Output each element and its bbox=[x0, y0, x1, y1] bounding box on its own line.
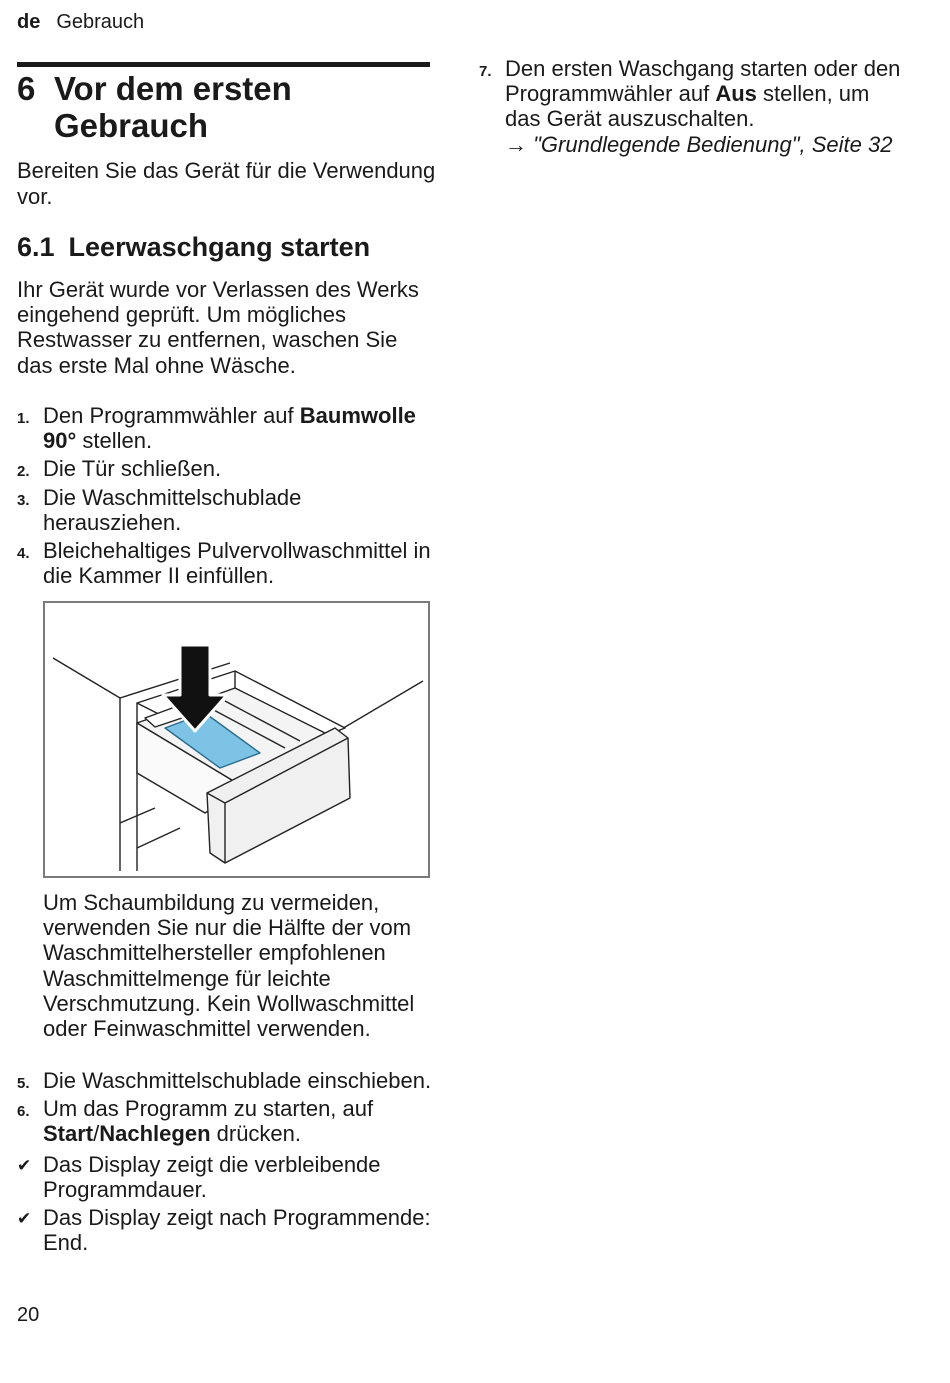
step-number: 4. bbox=[17, 545, 30, 563]
result-text: Das Display zeigt die verbleibende Programmdauer. bbox=[43, 1151, 381, 1202]
check-icon: ✔ bbox=[17, 1155, 32, 1175]
machine-panel-line bbox=[137, 828, 180, 848]
result-text: Das Display zeigt nach Programmende: End. bbox=[43, 1205, 431, 1256]
result-item bbox=[17, 1152, 437, 1202]
step-text: Die Waschmittelschublade einschieben. bbox=[43, 1068, 432, 1093]
step-emphasis: Baumwolle 90° bbox=[43, 403, 416, 454]
step-text: Bleichehaltiges Pulvervollwaschmittel in die Kammer II einfüllen. bbox=[43, 538, 431, 589]
right-column bbox=[479, 56, 909, 160]
step-separator: / bbox=[93, 1121, 100, 1147]
drawer-drawing bbox=[45, 603, 428, 876]
step-text: Den Programmwähler auf bbox=[43, 403, 300, 428]
cross-reference-link[interactable]: "Grundlegende Bedienung", Seite 32 bbox=[533, 131, 893, 157]
subsection-number: 6.1 bbox=[17, 232, 55, 262]
header-section: Gebrauch bbox=[56, 11, 145, 33]
running-header bbox=[17, 9, 144, 35]
list-item bbox=[17, 403, 437, 453]
list-item bbox=[17, 1068, 437, 1093]
foam-note: Um Schaumbildung zu vermeiden, verwenden Sie nur die Hälfte der vom Waschmittelhersteller empfohlenen Waschmittelmenge für leichte Verschmutzung. Kein Wollwaschmittel oder Feinwaschmittel verwenden. bbox=[43, 890, 415, 1042]
page-number: 20 bbox=[17, 1304, 40, 1326]
step-text: Um das Programm zu starten, auf bbox=[43, 1096, 374, 1122]
step-number: 5. bbox=[17, 1075, 30, 1092]
step-number: 2. bbox=[17, 463, 30, 481]
chapter-heading bbox=[17, 70, 437, 144]
list-item bbox=[17, 485, 437, 535]
intro-text: Bereiten Sie das Gerät für die Verwendung vor. bbox=[17, 158, 436, 209]
list-item bbox=[17, 1096, 437, 1146]
chapter-title: Vor dem ersten Gebrauch bbox=[54, 70, 292, 144]
arrow-right-icon: → bbox=[505, 131, 527, 157]
step-emphasis: Nachlegen bbox=[99, 1121, 211, 1147]
step-text: Den ersten Waschgang starten oder den Programmwähler auf bbox=[505, 56, 901, 107]
chapter-rule bbox=[17, 62, 430, 67]
result-item bbox=[17, 1205, 437, 1255]
subsection-heading bbox=[17, 231, 370, 263]
chapter-number: 6 bbox=[17, 70, 36, 107]
step-number: 6. bbox=[17, 1103, 30, 1121]
step-number: 1. bbox=[17, 410, 30, 427]
list-item bbox=[479, 56, 909, 157]
step-number: 7. bbox=[479, 63, 492, 80]
machine-top-edge bbox=[53, 658, 120, 698]
intro-paragraph: Ihr Gerät wurde vor Verlassen des Werks eingehend geprüft. Um mögliches Restwasser zu entfernen, waschen Sie das erste Mal ohne Wäsche. bbox=[17, 277, 419, 378]
check-icon: ✔ bbox=[17, 1209, 32, 1229]
step-emphasis: Aus bbox=[715, 81, 757, 107]
steps-list-a bbox=[17, 403, 437, 591]
list-item bbox=[17, 538, 437, 588]
step-emphasis: Start bbox=[43, 1121, 94, 1147]
step-text-end: drücken. bbox=[210, 1121, 302, 1147]
steps-list-b bbox=[17, 1068, 437, 1258]
language-code: de bbox=[17, 11, 41, 33]
step-number: 3. bbox=[17, 491, 30, 509]
machine-right-edge bbox=[335, 681, 423, 733]
list-item bbox=[17, 456, 437, 481]
step-text-end: stellen, um das Gerät auszuschalten. bbox=[505, 81, 870, 132]
step-text-end: stellen. bbox=[76, 428, 153, 454]
step-text: Die Waschmittelschublade herausziehen. bbox=[43, 484, 302, 535]
detergent-drawer-illustration bbox=[43, 601, 430, 878]
step-text: Die Tür schließen. bbox=[43, 456, 222, 482]
subsection-title: Leerwaschgang starten bbox=[68, 232, 371, 262]
